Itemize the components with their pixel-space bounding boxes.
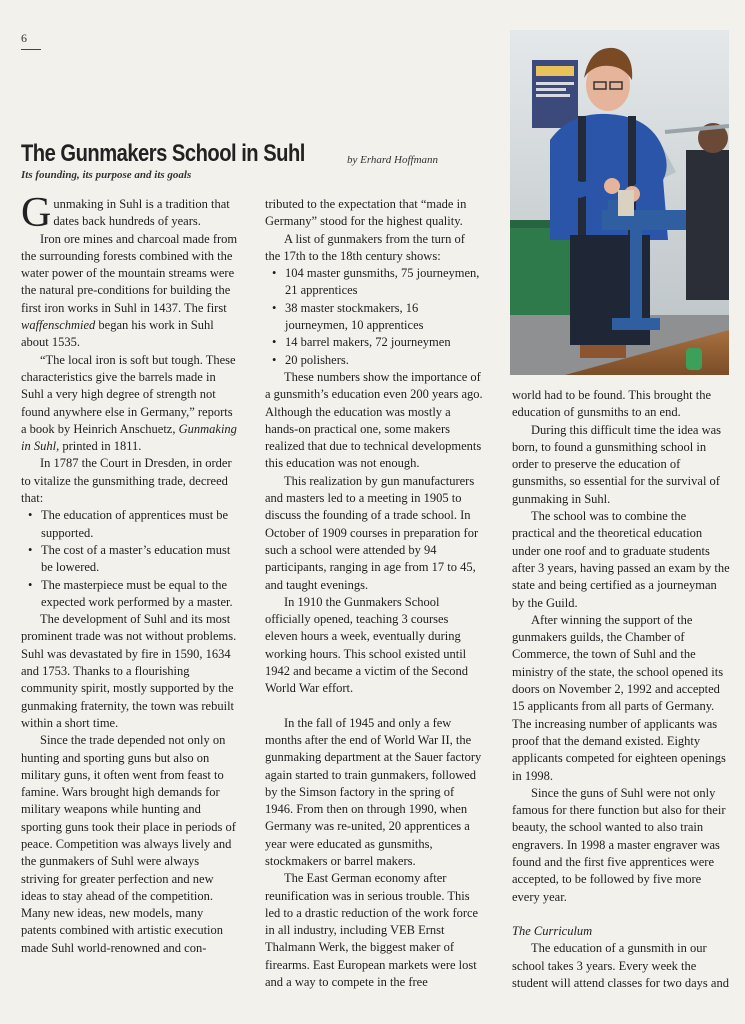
list-item: • The education of apprentices must be supported.: [28, 507, 239, 542]
paragraph: In 1787 the Court in Dresden, in order to vitalize the gunsmithing trade, decreed that:: [21, 456, 232, 506]
list-item: • 20 polishers.: [272, 352, 483, 369]
photo-illustration: [510, 30, 729, 375]
gunmakers-list: [265, 265, 483, 369]
page-number: 6: [21, 31, 41, 50]
text-column-2: [265, 196, 483, 991]
paragraph: [21, 231, 239, 352]
text-column-1: [21, 190, 239, 957]
photo-apprentice-at-vise: [510, 30, 729, 375]
paragraph: The education of a gunsmith in our school takes 3 years. Every week the student will attend classes for two days and: [512, 941, 729, 990]
list-item: • The masterpiece must be equal to the expected work performed by a master.: [28, 577, 239, 612]
paragraph-text: began his work in Suhl about 1535.: [21, 318, 214, 350]
paragraph-text: Iron ore mines and charcoal made from the surrounding forests combined with the water power of the mountain streams were the natural pre-conditions for building the first iron works in Suhl in 1437. The first: [21, 231, 238, 315]
paragraph: In 1910 the Gunmakers School officially opened, teaching 3 courses eleven hours a week, eventually during working hours. This school existed until 1942 and became a victim of the Second World War effort.: [265, 594, 469, 696]
paragraph: The development of Suhl and its most prominent trade was not without problems. Suhl was devastated by fire in 1590, 1634 and 1753. Thanks to a flourishing community spirit, mostly supported by the gunmaking fraternity, the town was rebuilt within a short time.: [21, 612, 237, 730]
article-subtitle: Its founding, its purpose and its goals: [21, 169, 192, 181]
paragraph-text: “The local iron is soft but tough. These characteristics give the barrels made in Suhl a very high degree of strength not found anywhere else in Germany,” reports a book by Heinrich Anschuetz,: [21, 352, 236, 436]
list-item: • 38 master stockmakers, 16 journeymen, 10 apprentices: [272, 300, 483, 335]
list-item: • 14 barrel makers, 72 journeymen: [272, 334, 483, 351]
article-byline: by Erhard Hoffmann: [347, 154, 439, 166]
article-header: [21, 140, 491, 181]
paragraph: These numbers show the importance of a gunsmith’s education even 200 years ago. Although the education was mostly a hands-on practical one, some makers realized that due to technical developments this education was not enough.: [265, 369, 483, 471]
paragraph-text: unmaking in Suhl is a tradition that dates back hundreds of years.: [53, 197, 230, 229]
paragraph: Since the guns of Suhl were not only famous for there function but also for their beauty, the school wanted to also train engravers. In 1998 a master engraver was found and the first five apprentices were accepted, to be followed by five more every year.: [512, 785, 726, 904]
paragraph: After winning the support of the gunmakers guilds, the Chamber of Commerce, the town of Suhl and the ministry of the state, the school opened its doors on November 2, 1992 and accepted 15 applicants from all parts of Germany. The increasing number of applicants was proof that the demand existed. Eighty applicants competed for eighteen openings in 1998.: [512, 612, 726, 783]
paragraph: world had to be found. This brought the education of gunsmiths to an end.: [512, 388, 712, 420]
paragraph: The school was to combine the practical and the theoretical education under one roof and to graduate students after 3 years, having passed an exam by the state and being certified as a journeyman by the Guild.: [512, 509, 730, 610]
paragraph: [21, 352, 239, 456]
paragraph: In the fall of 1945 and only a few months after the end of World War II, the gunmaking department at the Sauer factory again started to train gunmakers, followed by the Simson factory in the spring of 1946. From then on through 1990, when Germany was re-united, 20 apprentices a year were educated as gunsmiths, stockmakers or barrel makers.: [265, 715, 482, 868]
list-item: • The cost of a master’s education must be lowered.: [28, 542, 239, 577]
paragraph: [21, 190, 239, 236]
paragraph: tributed to the expectation that “made in Germany” stood for the highest quality.: [265, 197, 467, 229]
paragraph: Since the trade depended not only on hunting and sporting guns but also on military guns, it often went from feast to famine. Wars brought high demands for military weapons while hunting and sporting guns took their place in periods of peace. Competition was always lively and the gunmakers of Suhl were always striving for greater perfection and new ideas to stay ahead of the competition. Many new ideas, new models, many patents combined with artistic execution made Suhl world-renowned and con-: [21, 733, 236, 955]
paragraph: The East German economy after reunification was in serious trouble. This led to a drastic reduction of the work force in all industry, including VEB Ernst Thalmann Werk, the biggest maker of firearms. East European markets were lost and a way to compete in the free: [265, 871, 479, 990]
paragraph: During this difficult time the idea was born, to found a gunsmithing school in order to preserve the education of gunsmiths, so essential for the survival of gunmaking in Suhl.: [512, 422, 722, 506]
section-heading-curriculum: The Curriculum: [512, 923, 593, 938]
paragraph: A list of gunmakers from the turn of the 17th to the 18th century shows:: [265, 231, 465, 263]
emphasis-text: Gunmaking in Suhl,: [21, 421, 237, 454]
drop-cap: G: [21, 190, 52, 236]
decree-list: [21, 507, 239, 611]
paragraph: This realization by gun manufacturers and masters led to a meeting in 1905 to discuss the founding of a trade school. In October of 1909 courses in preparation for such a school were attended by 94 participants, ranging in age from 17 to 45, and taught evenings.: [265, 473, 479, 592]
article-title: The Gunmakers School in Suhl: [21, 140, 305, 167]
text-column-3: [512, 387, 730, 992]
list-item: • 104 master gunsmiths, 75 journeymen, 21 apprentices: [272, 265, 483, 300]
paragraph-text: printed in 1811.: [59, 439, 142, 454]
emphasis-text: waffenschmied: [21, 318, 96, 333]
